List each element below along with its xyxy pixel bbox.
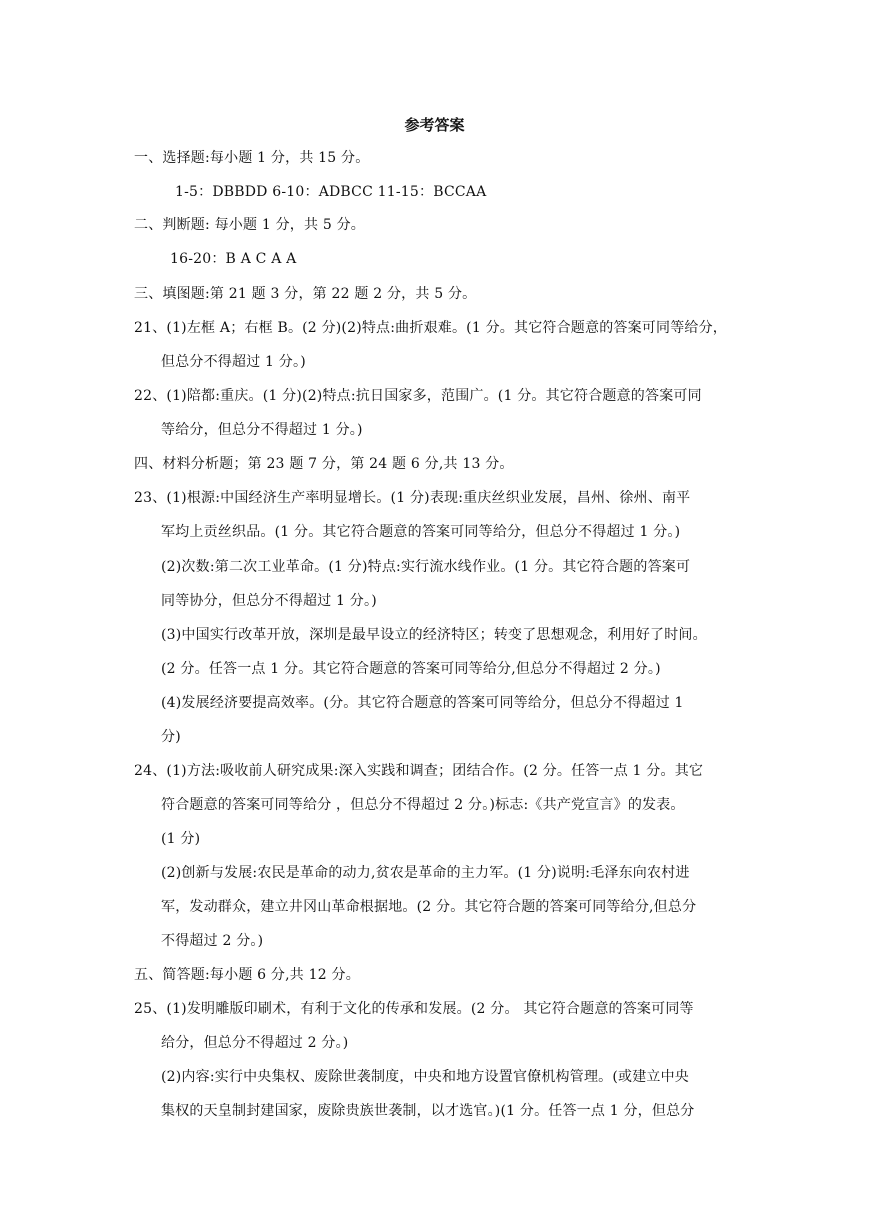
answer-line: (2 分。任答一点 1 分。其它符合题意的答案可同等给分,但总分不得超过 2 分。) (161, 661, 661, 677)
answer-line: 22、(1)陪都:重庆。(1 分)(2)特点:抗日国家多，范围广。(1 分。其它符合题意的答案可同 (134, 388, 702, 404)
section-1-heading: 一、选择题:每小题 1 分，共 15 分。 (134, 150, 370, 166)
answer-line: 23、(1)根源:中国经济生产率明显增长。(1 分)表现:重庆丝织业发展，昌州、徐州、南平 (134, 490, 691, 506)
answer-line: 24、(1)方法:吸收前人研究成果:深入实践和调查；团结合作。(2 分。任答一点 1 分。其它 (134, 763, 704, 779)
answer-line: 给分，但总分不得超过 2 分。) (161, 1035, 349, 1051)
page-title: 参考答案 (404, 116, 465, 134)
answer-line: 军均上贡丝织品。(1 分。其它符合题意的答案可同等给分，但总分不得超过 1 分。) (161, 524, 681, 540)
answer-line: 分) (161, 729, 181, 745)
answer-line: (2)内容:实行中央集权、废除世袭制度，中央和地方设置官僚机构管理。(或建立中央 (161, 1069, 690, 1085)
answer-line: 同等协分，但总分不得超过 1 分。) (161, 593, 377, 609)
answer-line: (1 分) (161, 831, 201, 847)
answer-line: 等给分，但总分不得超过 1 分。) (161, 422, 363, 438)
section-3-heading: 三、填图题:第 21 题 3 分，第 22 题 2 分，共 5 分。 (134, 286, 477, 302)
section-2-heading: 二、判断题: 每小题 1 分，共 5 分。 (134, 217, 365, 233)
answer-line: (3)中国实行改革开放，深圳是最早设立的经济特区；转变了思想观念，利用好了时间。 (161, 627, 707, 643)
answer-line: 16-20：B A C A A (170, 251, 297, 267)
answer-line: 不得超过 2 分。) (161, 933, 264, 949)
section-5-heading: 五、简答题:每小题 6 分,共 12 分。 (134, 967, 360, 983)
answer-line: 1-5：DBBDD 6-10：ADBCC 11-15：BCCAA (175, 184, 487, 200)
answer-line: 25、(1)发明雕版印刷术，有利于文化的传承和发展。(2 分。 其它符合题意的答案可同等 (134, 1001, 694, 1017)
answer-line: 集权的天皇制封建国家，废除贵族世袭制，以才选官。)(1 分。任答一点 1 分，但总分 (161, 1103, 695, 1119)
answer-line: 但总分不得超过 1 分。) (161, 354, 306, 370)
answer-line: (2)次数:第二次工业革命。(1 分)特点:实行流水线作业。(1 分。其它符合题的答案可 (161, 559, 691, 575)
answer-line: 21、(1)左框 A；右框 B。(2 分)(2)特点:曲折艰难。(1 分。其它符合题意的答案可同等给分， (134, 320, 727, 336)
answer-line: (2)创新与发展:农民是革命的动力,贫农是革命的主力军。(1 分)说明:毛泽东向农村进 (161, 865, 690, 881)
answer-line: (4)发展经济要提高效率。(分。其它符合题意的答案可同等给分，但总分不得超过 1 (161, 695, 684, 711)
answer-line: 军，发动群众，建立井冈山革命根据地。(2 分。其它符合题的答案可同等给分,但总分 (161, 899, 697, 915)
section-4-heading: 四、材料分析题；第 23 题 7 分，第 24 题 6 分,共 13 分。 (134, 456, 514, 472)
answer-line: 符合题意的答案可同等给分 ，但总分不得超过 2 分。)标志:《共产党宣言》的发表。 (161, 797, 685, 813)
